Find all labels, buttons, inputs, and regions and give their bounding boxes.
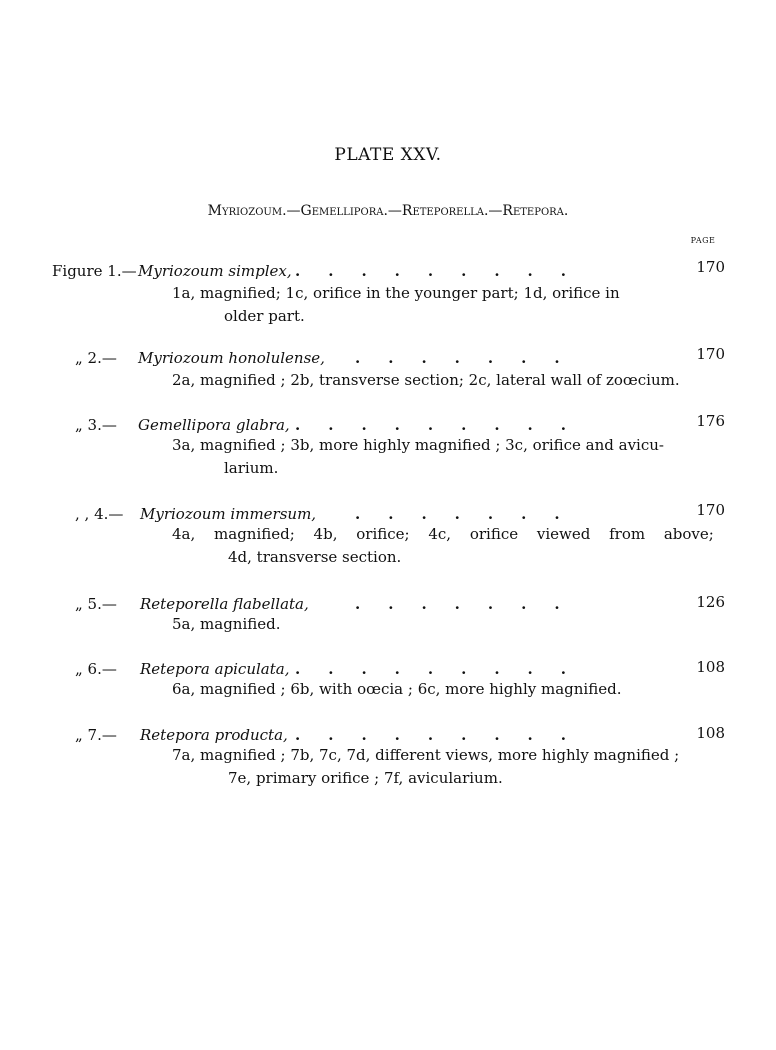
leader-dots: .......	[355, 349, 588, 367]
figure-lead: , , 4.—	[75, 505, 124, 523]
figure-lead: Figure 1.—	[52, 262, 137, 280]
figure-lead: „ 5.—	[75, 595, 117, 613]
figure-desc-line: 4a, magnified; 4b, orifice; 4c, orifice viewed from above;	[172, 525, 714, 543]
page-column-header: PAGE	[690, 236, 716, 245]
figure-desc-line: 2a, magnified ; 2b, transverse section; 2c, lateral wall of zoœcium.	[172, 371, 680, 389]
figure-lead: „ 6.—	[75, 660, 117, 678]
figure-page: 170	[696, 501, 725, 519]
figure-name: Myriozoum simplex,	[138, 262, 292, 280]
figure-page: 108	[696, 658, 725, 676]
figure-desc-line: 4d, transverse section.	[228, 548, 402, 566]
figure-desc-line: 6a, magnified ; 6b, with oœcia ; 6c, more highly magnified.	[172, 680, 622, 698]
figure-desc-line: 7e, primary orifice ; 7f, avicularium.	[228, 769, 503, 787]
figure-page: 170	[696, 345, 725, 363]
figure-desc-line: 1a, magnified; 1c, orifice in the younger part; 1d, orifice in	[172, 284, 620, 302]
plate-subtitle: Myriozoum.—Gemellipora.—Reteporella.—Retepora.	[207, 203, 569, 219]
figure-desc-line: 7a, magnified ; 7b, 7c, 7d, different views, more highly magnified ;	[172, 746, 680, 764]
figure-page: 170	[696, 258, 725, 276]
figure-page: 176	[696, 412, 725, 430]
figure-name: Reteporella flabellata,	[140, 595, 309, 613]
figure-desc-line: older part.	[224, 307, 305, 325]
figure-page: 126	[696, 593, 725, 611]
figure-name: Retepora producta,	[140, 726, 288, 744]
figure-name: Retepora apiculata,	[140, 660, 290, 678]
plate-title: PLATE XXV.	[334, 145, 442, 165]
leader-dots: .........	[295, 262, 594, 280]
figure-name: Myriozoum honolulense,	[138, 349, 325, 367]
leader-dots: .........	[295, 660, 594, 678]
leader-dots: .......	[355, 505, 588, 523]
figure-desc-line: 5a, magnified.	[172, 615, 281, 633]
figure-desc-line: larium.	[224, 459, 279, 477]
figure-name: Myriozoum immersum,	[140, 505, 317, 523]
figure-lead: „ 2.—	[75, 349, 117, 367]
figure-page: 108	[696, 724, 725, 742]
figure-lead: „ 7.—	[75, 726, 117, 744]
figure-desc-line: 3a, magnified ; 3b, more highly magnified ; 3c, orifice and avicu-	[172, 436, 664, 454]
figure-lead: „ 3.—	[75, 416, 117, 434]
leader-dots: .......	[355, 595, 588, 613]
leader-dots: .........	[295, 416, 594, 434]
figure-name: Gemellipora glabra,	[138, 416, 290, 434]
leader-dots: .........	[295, 726, 594, 744]
